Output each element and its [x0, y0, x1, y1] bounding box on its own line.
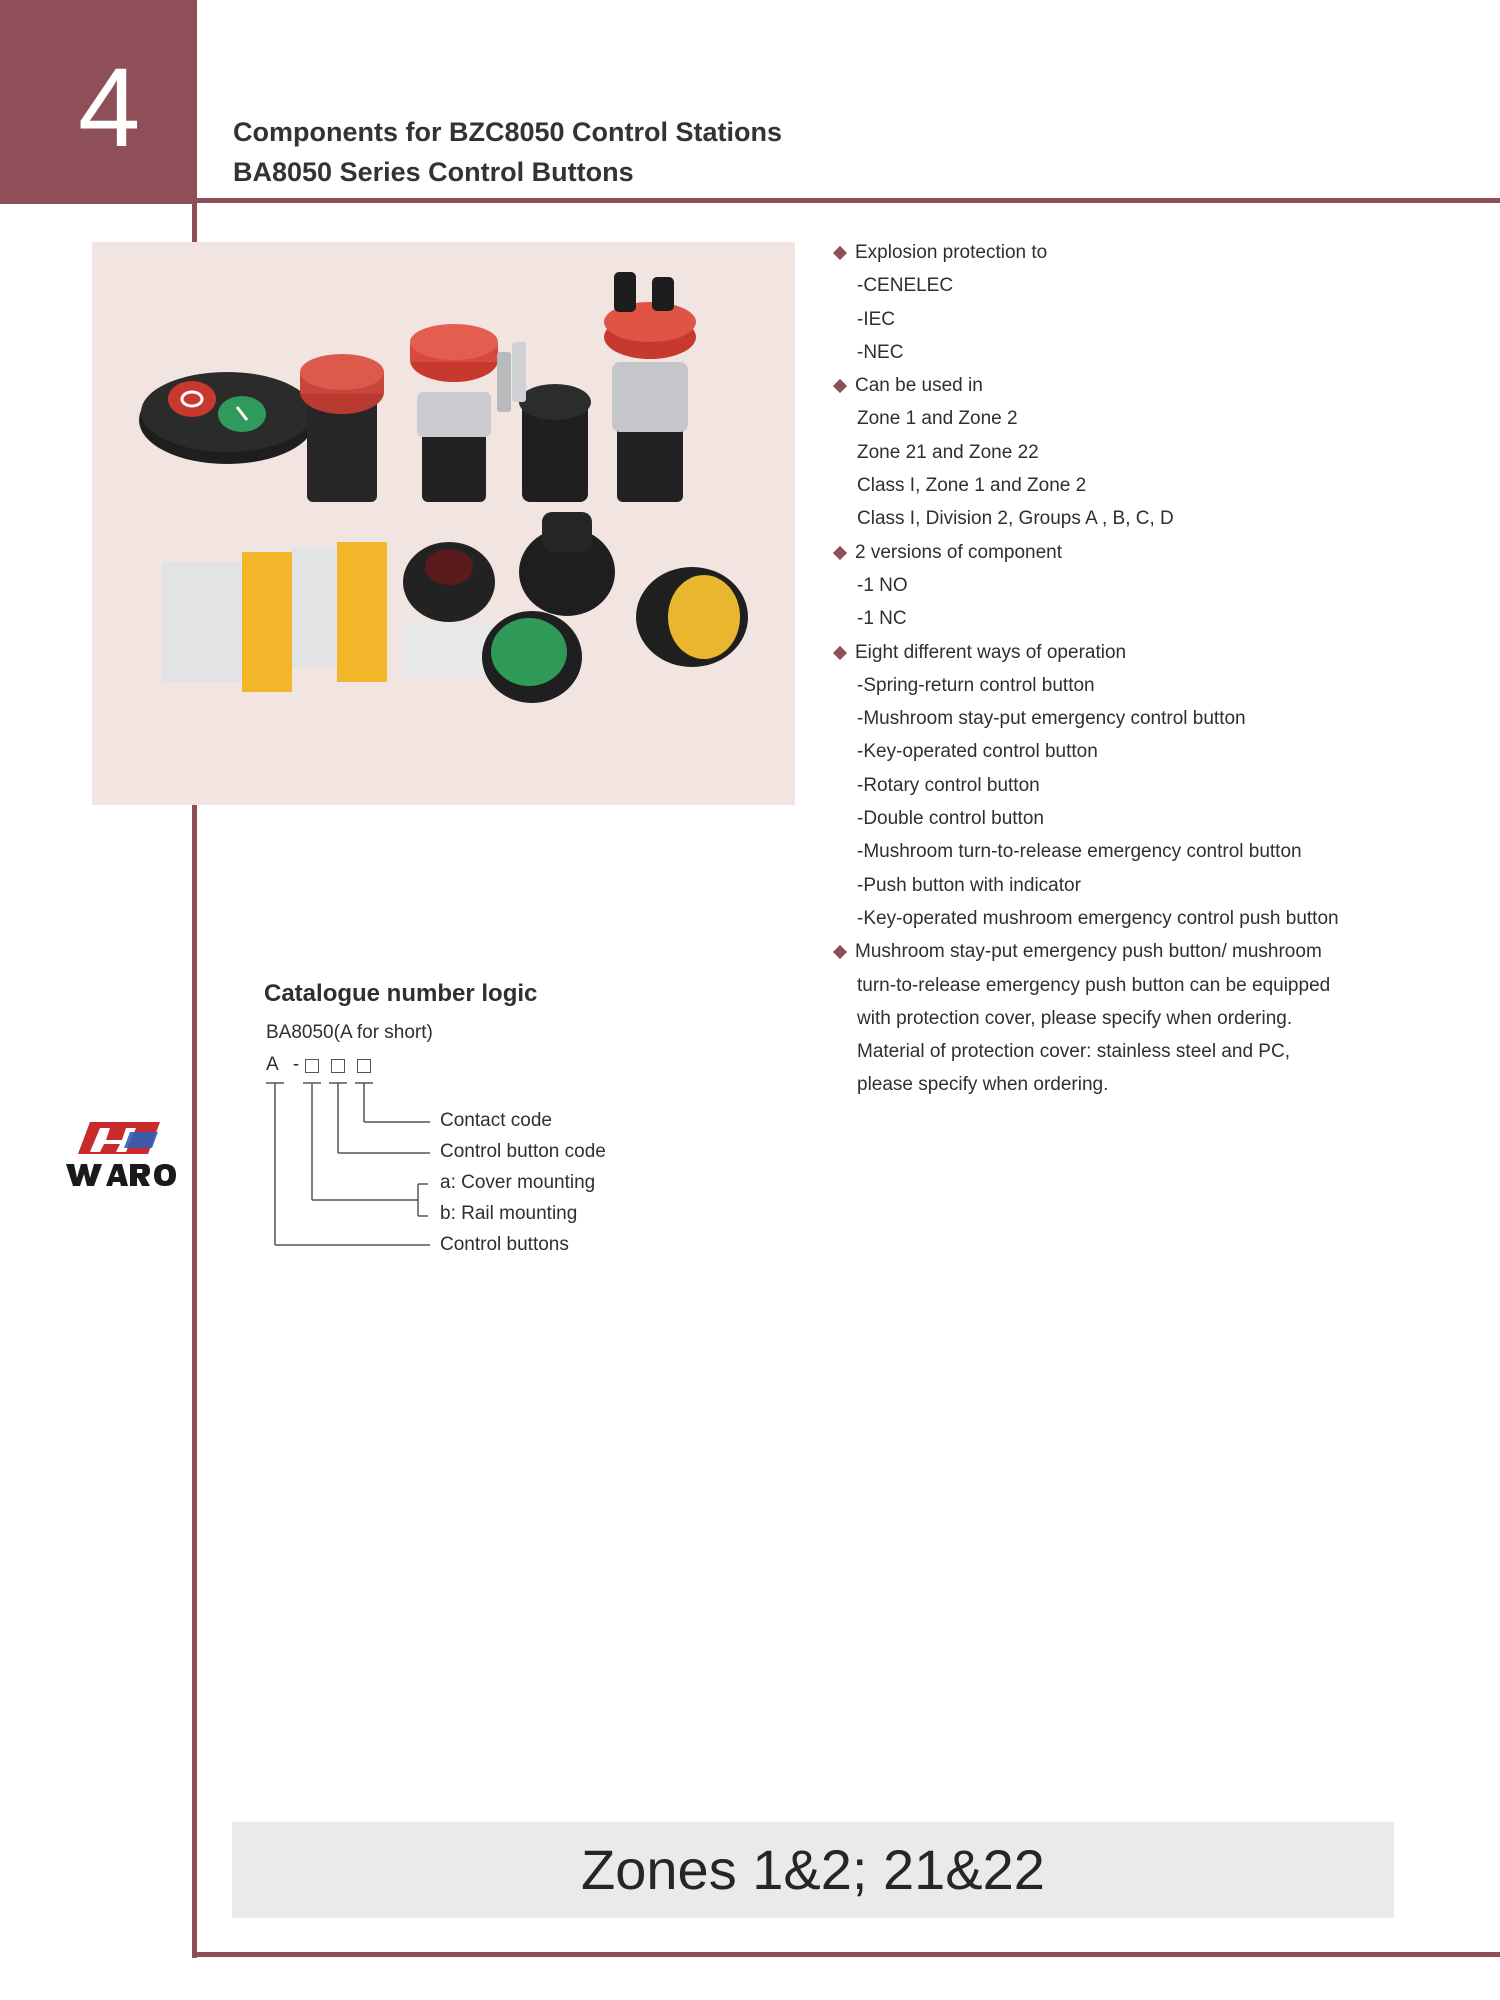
feature-item — [830, 1035, 1490, 1068]
feature-heading — [830, 236, 1490, 269]
feature-item — [830, 269, 1490, 302]
zones-banner: Zones 1&2; 21&22 — [232, 1822, 1394, 1918]
feature-item — [830, 502, 1490, 535]
feature-text: -1 NO — [857, 574, 908, 596]
label-control-button-code: Control button code — [440, 1141, 606, 1162]
title-line-2: BA8050 Series Control Buttons — [233, 157, 634, 187]
diamond-bullet-icon — [833, 246, 847, 260]
feature-text: please specify when ordering. — [857, 1074, 1109, 1096]
product-photo — [92, 242, 795, 805]
feature-text: Material of protection cover: stainless steel and PC, — [857, 1041, 1290, 1063]
page-title — [233, 112, 782, 192]
code-dash: - — [292, 1054, 300, 1075]
green-button-illustration — [482, 611, 582, 703]
catalogue-section — [264, 980, 537, 1008]
feature-text: turn-to-release emergency push button can be equipped — [857, 974, 1331, 996]
label-control-buttons: Control buttons — [440, 1234, 569, 1255]
feature-text: -Rotary control button — [857, 774, 1040, 796]
feature-item — [830, 735, 1490, 768]
feature-item — [830, 336, 1490, 369]
feature-heading — [830, 935, 1490, 968]
feature-text: with protection cover, please specify when ordering. — [857, 1007, 1293, 1029]
feature-heading — [830, 536, 1490, 569]
feature-text: -Key-operated control button — [857, 741, 1098, 763]
feature-text: -NEC — [857, 341, 904, 363]
code-box-2 — [331, 1059, 345, 1073]
feature-item — [830, 402, 1490, 435]
feature-text: Explosion protection to — [855, 242, 1048, 263]
feature-text: -Spring-return control button — [857, 674, 1095, 696]
yellow-button-illustration — [636, 567, 748, 667]
feature-text: Mushroom stay-put emergency push button/ mushroom — [855, 941, 1322, 963]
feature-text: Zone 21 and Zone 22 — [857, 441, 1039, 463]
feature-text: -1 NC — [857, 608, 907, 630]
code-prefix: A — [266, 1054, 278, 1075]
feature-item — [830, 669, 1490, 702]
features-list — [830, 236, 1490, 1102]
feature-heading — [830, 636, 1490, 669]
mushroom-button-illustration — [300, 354, 384, 502]
warom-logo — [62, 1118, 182, 1190]
feature-text: -Double control button — [857, 808, 1044, 830]
feature-text: Class I, Zone 1 and Zone 2 — [857, 475, 1087, 497]
feature-text: Can be used in — [855, 375, 983, 397]
feature-item — [830, 702, 1490, 735]
diamond-bullet-icon — [833, 645, 847, 659]
diamond-bullet-icon — [833, 379, 847, 393]
contact-block-illustration — [162, 542, 387, 692]
diamond-bullet-icon — [833, 945, 847, 959]
key-button-illustration — [497, 342, 591, 502]
diamond-bullet-icon — [833, 546, 847, 560]
feature-text: -Mushroom stay-put emergency control button — [857, 708, 1246, 730]
feature-text: -Key-operated mushroom emergency control push button — [857, 907, 1339, 929]
turn-release-button-illustration — [410, 324, 498, 502]
label-rail-mounting: b: Rail mounting — [440, 1203, 578, 1224]
feature-text: -Mushroom turn-to-release emergency control button — [857, 841, 1302, 863]
feature-text: -IEC — [857, 308, 895, 330]
label-contact-code: Contact code — [440, 1110, 552, 1131]
rotary-button-illustration — [519, 512, 615, 616]
key-mushroom-button-illustration — [604, 272, 696, 502]
feature-item — [830, 436, 1490, 469]
label-cover-mounting: a: Cover mounting — [440, 1172, 596, 1193]
feature-text: -Push button with indicator — [857, 874, 1081, 896]
code-box-1 — [305, 1059, 319, 1073]
feature-item — [830, 469, 1490, 502]
catalogue-code — [266, 1054, 299, 1076]
feature-item — [830, 1068, 1490, 1101]
catalogue-title: Catalogue number logic — [264, 980, 538, 1007]
feature-item — [830, 835, 1490, 868]
catalogue-subtitle: BA8050(A for short) — [266, 1022, 433, 1043]
feature-item — [830, 869, 1490, 902]
code-box-3 — [357, 1059, 371, 1073]
feature-item — [830, 769, 1490, 802]
feature-item — [830, 303, 1490, 336]
chapter-number: 4 — [78, 45, 141, 170]
feature-text: 2 versions of component — [855, 541, 1063, 563]
feature-item — [830, 902, 1490, 935]
title-line-1: Components for BZC8050 Control Stations — [233, 117, 783, 147]
product-photo-illustration — [92, 242, 795, 805]
feature-text: Class I, Division 2, Groups A , B, C, D — [857, 508, 1174, 530]
bottom-rule — [192, 1952, 1500, 1957]
feature-text: Eight different ways of operation — [855, 641, 1127, 663]
feature-item — [830, 602, 1490, 635]
header-rule — [197, 198, 1500, 203]
feature-item — [830, 569, 1490, 602]
feature-text: -CENELEC — [857, 275, 954, 297]
feature-text: Zone 1 and Zone 2 — [857, 408, 1018, 430]
feature-item — [830, 1002, 1490, 1035]
double-button-illustration — [139, 372, 315, 464]
feature-item — [830, 802, 1490, 835]
chapter-box — [0, 0, 197, 204]
feature-heading — [830, 369, 1490, 402]
feature-item — [830, 969, 1490, 1002]
